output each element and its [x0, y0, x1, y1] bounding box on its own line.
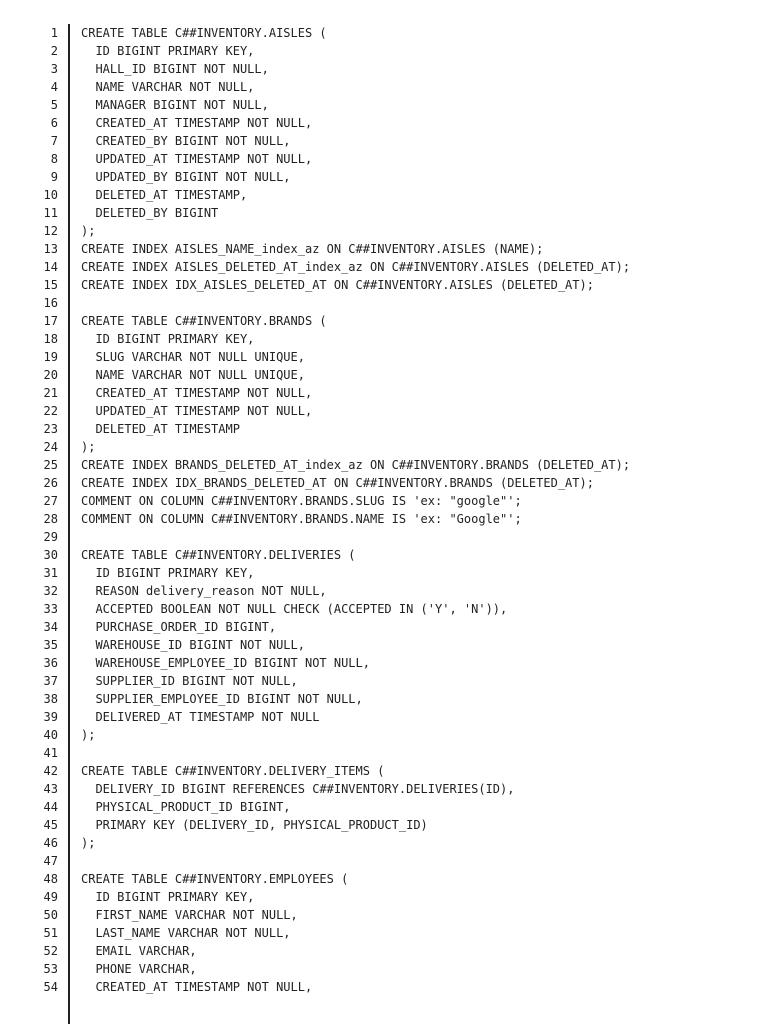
line-number: 1	[50, 26, 58, 40]
code-view	[0, 24, 768, 996]
code-line	[0, 42, 768, 60]
code-line	[0, 240, 768, 258]
line-number: 8	[50, 152, 58, 166]
code-line	[0, 870, 768, 888]
line-number: 3	[50, 62, 58, 76]
code-lines	[0, 24, 768, 996]
code-line	[0, 132, 768, 150]
line-text: NAME VARCHAR NOT NULL UNIQUE,	[81, 368, 305, 382]
line-number: 2	[50, 44, 58, 58]
code-line	[0, 636, 768, 654]
code-line	[0, 186, 768, 204]
line-text: FIRST_NAME VARCHAR NOT NULL,	[81, 908, 298, 922]
code-line	[0, 906, 768, 924]
code-line	[0, 816, 768, 834]
line-text: CREATED_AT TIMESTAMP NOT NULL,	[81, 980, 313, 994]
line-text: EMAIL VARCHAR,	[81, 944, 197, 958]
line-text: REASON delivery_reason NOT NULL,	[81, 584, 327, 598]
line-number: 53	[43, 962, 58, 976]
line-number: 10	[43, 188, 58, 202]
line-text: CREATE INDEX IDX_AISLES_DELETED_AT ON C##INVENTORY.AISLES (DELETED_AT);	[81, 278, 594, 292]
line-number: 17	[43, 314, 58, 328]
line-text: PHYSICAL_PRODUCT_ID BIGINT,	[81, 800, 291, 814]
code-line	[0, 942, 768, 960]
line-text: DELIVERED_AT TIMESTAMP NOT NULL	[81, 710, 320, 724]
code-line	[0, 348, 768, 366]
line-number: 40	[43, 728, 58, 742]
line-number: 34	[43, 620, 58, 634]
line-number: 20	[43, 368, 58, 382]
code-line	[0, 978, 768, 996]
code-line	[0, 852, 768, 870]
code-line	[0, 618, 768, 636]
line-text: ID BIGINT PRIMARY KEY,	[81, 890, 255, 904]
line-text: );	[81, 224, 96, 238]
code-line	[0, 546, 768, 564]
line-number: 35	[43, 638, 58, 652]
code-line	[0, 708, 768, 726]
code-line	[0, 798, 768, 816]
line-text: CREATE TABLE C##INVENTORY.DELIVERY_ITEMS (	[81, 764, 385, 778]
line-number: 23	[43, 422, 58, 436]
code-line	[0, 564, 768, 582]
line-number: 44	[43, 800, 58, 814]
code-line	[0, 690, 768, 708]
line-text: HALL_ID BIGINT NOT NULL,	[81, 62, 269, 76]
line-text: COMMENT ON COLUMN C##INVENTORY.BRANDS.SLUG IS 'ex: "google"';	[81, 494, 522, 508]
line-number: 54	[43, 980, 58, 994]
line-number: 7	[50, 134, 58, 148]
line-text: );	[81, 836, 96, 850]
line-text: CREATE INDEX AISLES_NAME_index_az ON C##INVENTORY.AISLES (NAME);	[81, 242, 544, 256]
line-number: 48	[43, 872, 58, 886]
line-number: 26	[43, 476, 58, 490]
line-text: WAREHOUSE_EMPLOYEE_ID BIGINT NOT NULL,	[81, 656, 370, 670]
line-number: 29	[43, 530, 58, 544]
code-line	[0, 204, 768, 222]
code-line	[0, 654, 768, 672]
line-text: CREATE TABLE C##INVENTORY.BRANDS (	[81, 314, 327, 328]
code-line	[0, 294, 768, 312]
code-line	[0, 780, 768, 798]
line-number: 22	[43, 404, 58, 418]
code-line	[0, 168, 768, 186]
line-number: 52	[43, 944, 58, 958]
code-line	[0, 924, 768, 942]
line-text: DELETED_AT TIMESTAMP	[81, 422, 240, 436]
code-line	[0, 888, 768, 906]
line-number: 37	[43, 674, 58, 688]
code-line	[0, 24, 768, 42]
line-number: 25	[43, 458, 58, 472]
line-number: 42	[43, 764, 58, 778]
code-line	[0, 582, 768, 600]
code-line	[0, 600, 768, 618]
code-line	[0, 672, 768, 690]
code-line	[0, 726, 768, 744]
line-number: 21	[43, 386, 58, 400]
line-number: 9	[50, 170, 58, 184]
code-line	[0, 492, 768, 510]
line-number: 27	[43, 494, 58, 508]
line-number: 47	[43, 854, 58, 868]
code-line	[0, 528, 768, 546]
line-text: CREATED_BY BIGINT NOT NULL,	[81, 134, 291, 148]
code-line	[0, 60, 768, 78]
line-text: WAREHOUSE_ID BIGINT NOT NULL,	[81, 638, 305, 652]
code-line	[0, 114, 768, 132]
line-text: CREATE INDEX AISLES_DELETED_AT_index_az ON C##INVENTORY.AISLES (DELETED_AT);	[81, 260, 631, 274]
code-line	[0, 150, 768, 168]
line-number: 45	[43, 818, 58, 832]
code-line	[0, 474, 768, 492]
code-line	[0, 438, 768, 456]
line-text: CREATED_AT TIMESTAMP NOT NULL,	[81, 386, 313, 400]
code-line	[0, 96, 768, 114]
line-number: 16	[43, 296, 58, 310]
line-number: 19	[43, 350, 58, 364]
line-number: 18	[43, 332, 58, 346]
line-number: 11	[43, 206, 58, 220]
line-number: 33	[43, 602, 58, 616]
line-text: UPDATED_AT TIMESTAMP NOT NULL,	[81, 404, 313, 418]
line-text: PHONE VARCHAR,	[81, 962, 197, 976]
line-number: 32	[43, 584, 58, 598]
line-text: );	[81, 728, 96, 742]
line-text: CREATED_AT TIMESTAMP NOT NULL,	[81, 116, 313, 130]
line-number: 36	[43, 656, 58, 670]
code-line	[0, 510, 768, 528]
line-text: CREATE TABLE C##INVENTORY.DELIVERIES (	[81, 548, 356, 562]
line-text: CREATE TABLE C##INVENTORY.AISLES (	[81, 26, 327, 40]
line-number: 50	[43, 908, 58, 922]
code-line	[0, 312, 768, 330]
code-line	[0, 258, 768, 276]
line-number: 46	[43, 836, 58, 850]
line-text: ID BIGINT PRIMARY KEY,	[81, 44, 255, 58]
code-line	[0, 420, 768, 438]
line-number: 14	[43, 260, 58, 274]
code-line	[0, 402, 768, 420]
gutter-divider	[68, 24, 70, 1024]
line-number: 6	[50, 116, 58, 130]
line-text: CREATE TABLE C##INVENTORY.EMPLOYEES (	[81, 872, 349, 886]
line-text: ID BIGINT PRIMARY KEY,	[81, 332, 255, 346]
line-text: DELETED_BY BIGINT	[81, 206, 219, 220]
code-line	[0, 960, 768, 978]
line-text: COMMENT ON COLUMN C##INVENTORY.BRANDS.NAME IS 'ex: "Google"';	[81, 512, 522, 526]
line-number: 4	[50, 80, 58, 94]
line-number: 30	[43, 548, 58, 562]
line-text: DELETED_AT TIMESTAMP,	[81, 188, 248, 202]
line-text: CREATE INDEX BRANDS_DELETED_AT_index_az ON C##INVENTORY.BRANDS (DELETED_AT);	[81, 458, 631, 472]
line-text: UPDATED_BY BIGINT NOT NULL,	[81, 170, 291, 184]
code-line	[0, 834, 768, 852]
line-text: UPDATED_AT TIMESTAMP NOT NULL,	[81, 152, 313, 166]
code-line	[0, 222, 768, 240]
line-number: 39	[43, 710, 58, 724]
code-line	[0, 78, 768, 96]
code-line	[0, 456, 768, 474]
line-number: 49	[43, 890, 58, 904]
code-line	[0, 366, 768, 384]
line-text: LAST_NAME VARCHAR NOT NULL,	[81, 926, 291, 940]
line-number: 43	[43, 782, 58, 796]
line-text: SLUG VARCHAR NOT NULL UNIQUE,	[81, 350, 305, 364]
line-number: 51	[43, 926, 58, 940]
line-number: 12	[43, 224, 58, 238]
line-text: CREATE INDEX IDX_BRANDS_DELETED_AT ON C##INVENTORY.BRANDS (DELETED_AT);	[81, 476, 594, 490]
line-text: SUPPLIER_EMPLOYEE_ID BIGINT NOT NULL,	[81, 692, 363, 706]
line-number: 24	[43, 440, 58, 454]
line-number: 31	[43, 566, 58, 580]
line-text: ACCEPTED BOOLEAN NOT NULL CHECK (ACCEPTED IN ('Y', 'N')),	[81, 602, 508, 616]
line-text: PURCHASE_ORDER_ID BIGINT,	[81, 620, 277, 634]
code-line	[0, 330, 768, 348]
line-number: 41	[43, 746, 58, 760]
line-text: MANAGER BIGINT NOT NULL,	[81, 98, 269, 112]
line-text: ID BIGINT PRIMARY KEY,	[81, 566, 255, 580]
line-number: 5	[50, 98, 58, 112]
line-text: NAME VARCHAR NOT NULL,	[81, 80, 255, 94]
line-text: PRIMARY KEY (DELIVERY_ID, PHYSICAL_PRODUCT_ID)	[81, 818, 428, 832]
code-line	[0, 384, 768, 402]
line-text: );	[81, 440, 96, 454]
line-number: 38	[43, 692, 58, 706]
line-text: DELIVERY_ID BIGINT REFERENCES C##INVENTORY.DELIVERIES(ID),	[81, 782, 515, 796]
line-text: SUPPLIER_ID BIGINT NOT NULL,	[81, 674, 298, 688]
code-line	[0, 276, 768, 294]
line-number: 15	[43, 278, 58, 292]
line-number: 13	[43, 242, 58, 256]
line-number: 28	[43, 512, 58, 526]
code-line	[0, 744, 768, 762]
code-line	[0, 762, 768, 780]
